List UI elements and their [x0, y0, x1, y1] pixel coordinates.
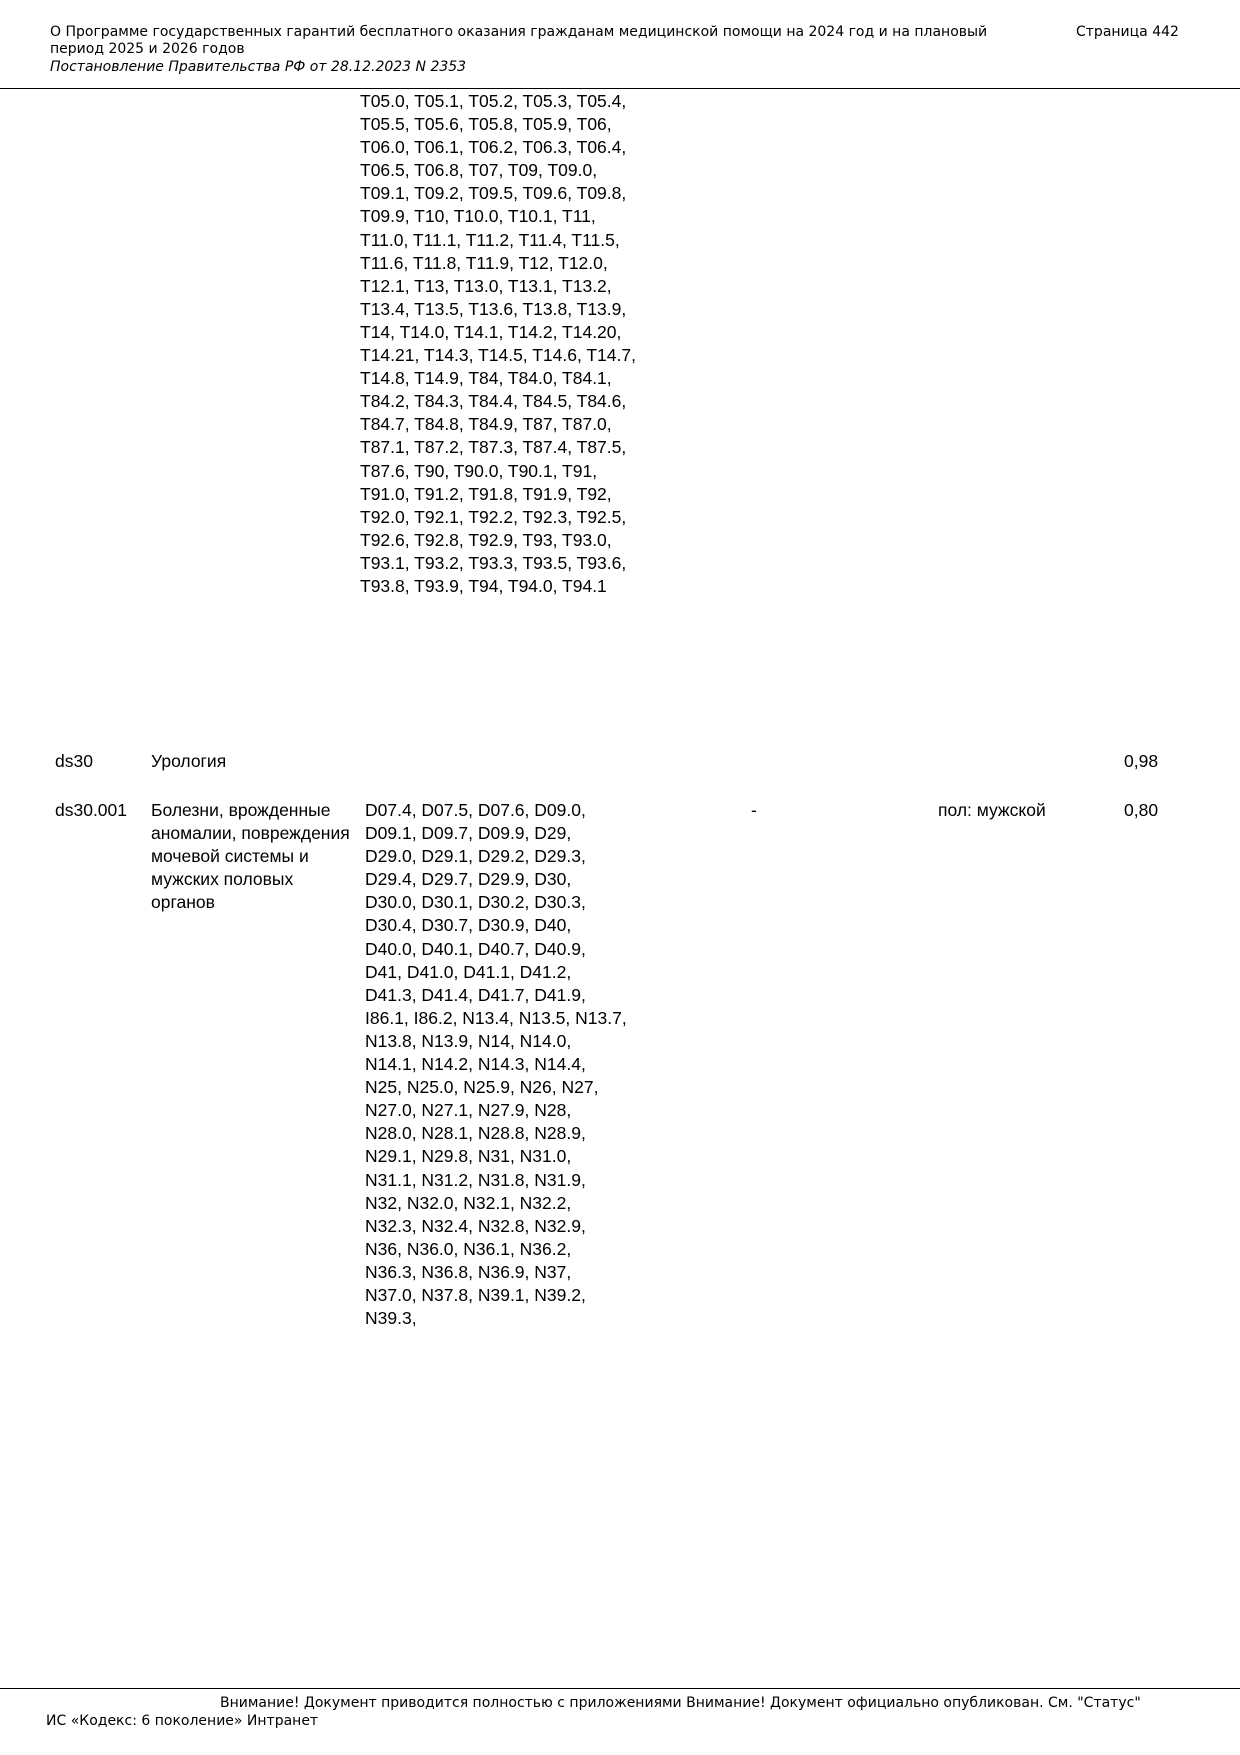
- header-divider: [0, 88, 1240, 89]
- row-name: Урология: [151, 751, 227, 771]
- row-name: Болезни, врожденные аномалии, повреждения мочевой системы и мужских половых органов: [151, 800, 350, 913]
- row-code: ds30.001: [55, 800, 128, 820]
- decree-reference: Постановление Правительства РФ от 28.12.2023 N 2353: [50, 59, 467, 75]
- footer-notice: Внимание! Документ приводится полностью с приложениями Внимание! Документ официально опубликован. См. "Статус": [220, 1695, 1141, 1711]
- page-number: Страница 442: [1076, 24, 1179, 40]
- row-other-criteria: пол: мужской: [938, 800, 1046, 820]
- footer-divider: [0, 1688, 1240, 1689]
- row-service-codes: -: [751, 800, 757, 820]
- row-coefficient: 0,80: [1124, 800, 1159, 820]
- row-coefficient: 0,98: [1124, 751, 1159, 771]
- continued-diagnosis-codes: T05.0, T05.1, T05.2, T05.3, T05.4, T05.5, T05.6, T05.8, T05.9, T06, T06.0, T06.1, T06.2, T06.3, T06.4, T06.5, T06.8, T07, T09, T09.0, T09.1, T09.2, T09.5, T09.6, T09.8, T09.9, T10, T10.0, T10.1, T11, T11.0, T11.1, T11.2, T11.4, T11.5, T11.6, T11.8, T11.9, T12, T12.0, T12.1, T13, T13.0, T13.1, T13.2, T13.4, T13.5, T13.6, T13.8, T13.9, T14, T14.0, T14.1, T14.2, T14.20, T14.21, T14.3, T14.5, T14.6, T14.7, T14.8, T14.9, T84, T84.0, T84.1, T84.2, T84.3, T84.4, T84.5, T84.6, T84.7, T84.8, T84.9, T87, T87.0, T87.1, T87.2, T87.3, T87.4, T87.5, T87.6, T90, T90.0, T90.1, T91, T91.0, T91.2, T91.8, T91.9, T92, T92.0, T92.1, T92.2, T92.3, T92.5, T92.6, T92.8, T92.9, T93, T93.0, T93.1, T93.2, T93.3, T93.5, T93.6, T93.8, T93.9, T94, T94.0, T94.1: [360, 91, 636, 596]
- footer-system-name: ИС «Кодекс: 6 поколение» Интранет: [46, 1713, 319, 1729]
- row-code: ds30: [55, 751, 93, 771]
- row-diagnosis-codes: D07.4, D07.5, D07.6, D09.0, D09.1, D09.7, D09.9, D29, D29.0, D29.1, D29.2, D29.3, D29.4, D29.7, D29.9, D30, D30.0, D30.1, D30.2, D30.3, D30.4, D30.7, D30.9, D40, D40.0, D40.1, D40.7, D40.9, D41, D41.0, D41.1, D41.2, D41.3, D41.4, D41.7, D41.9, I86.1, I86.2, N13.4, N13.5, N13.7, N13.8, N13.9, N14, N14.0, N14.1, N14.2, N14.3, N14.4, N25, N25.0, N25.9, N26, N27, N27.0, N27.1, N27.9, N28, N28.0, N28.1, N28.8, N28.9, N29.1, N29.8, N31, N31.0, N31.1, N31.2, N31.8, N31.9, N32, N32.0, N32.1, N32.2, N32.3, N32.4, N32.8, N32.9, N36, N36.0, N36.1, N36.2, N36.3, N36.8, N36.9, N37, N37.0, N37.8, N39.1, N39.2, N39.3,: [365, 800, 627, 1329]
- document-title: О Программе государственных гарантий бесплатного оказания гражданам медицинской помощи на 2024 год и на плановый период 2025 и 2026 годов: [50, 24, 988, 57]
